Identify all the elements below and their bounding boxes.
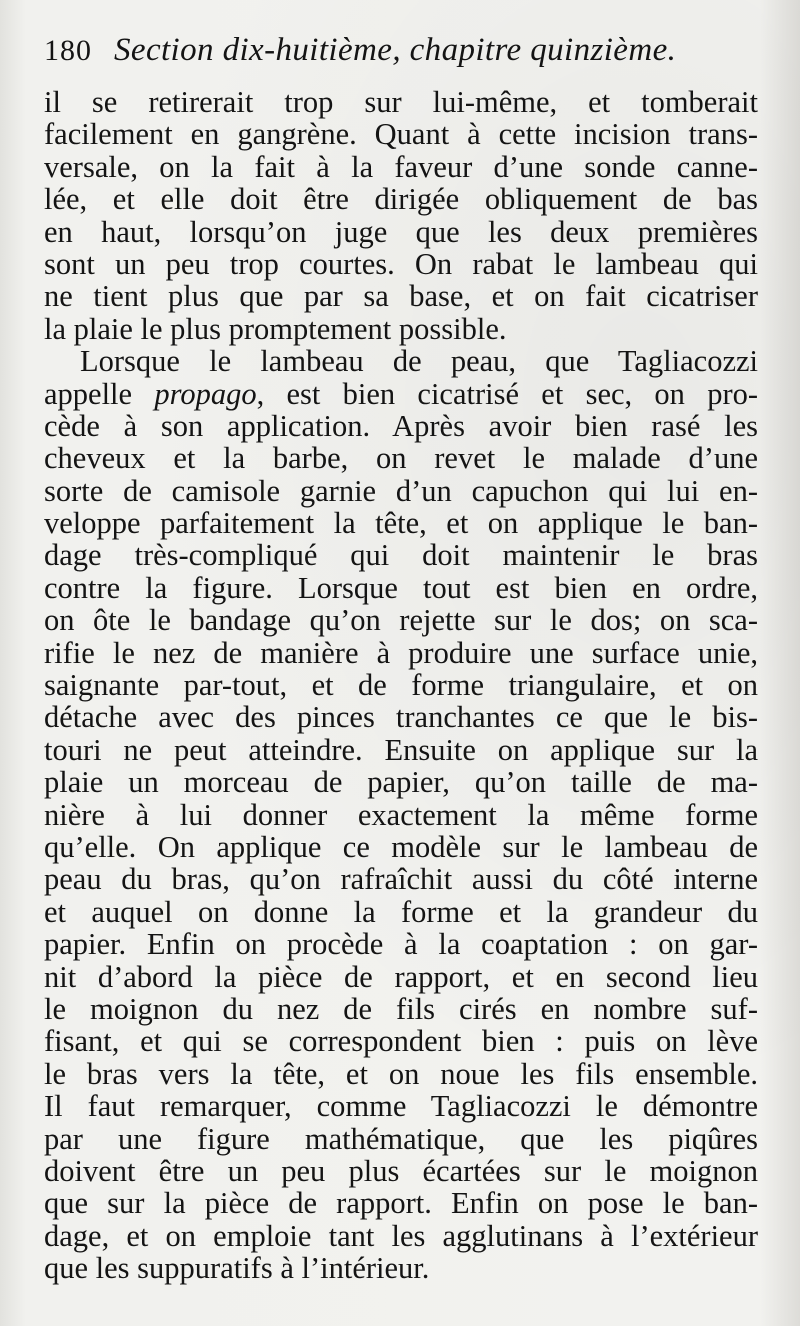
page-number: 180 [44, 34, 92, 67]
text-line: cheveux et la barbe, on revet le malade d’une [44, 441, 758, 476]
text-line: nit d’abord la pièce de rapport, et en second lieu [44, 959, 758, 994]
text-line: on ôte le bandage qu’on rejette sur le dos; on sca- [44, 603, 758, 638]
text-line: saignante par-tout, et de forme triangulaire, et on [44, 668, 758, 703]
text-line: rifie le nez de manière à produire une surface unie, [44, 635, 758, 670]
paragraph-end-line: la plaie le plus promptement possible. [44, 311, 507, 346]
text-line: doivent être un peu plus écartées sur le moignon [44, 1153, 758, 1188]
text-line: le moignon du nez de fils cirés en nombre suf- [44, 991, 758, 1026]
text-line: lée, et elle doit être dirigée obliquement de bas [44, 182, 758, 217]
text-line: le bras vers la tête, et on noue les fils ensemble. [44, 1056, 758, 1091]
text-line: ne tient plus que par sa base, et on fait cicatriser [44, 279, 758, 314]
text-line: fisant, et qui se correspondent bien : puis on lève [44, 1024, 758, 1059]
text-line: cède à son application. Après avoir bien rasé les [44, 408, 758, 443]
text-line: touri ne peut atteindre. Ensuite on applique sur la [44, 732, 758, 767]
text-line: versale, on la fait à la faveur d’une sonde canne- [44, 149, 758, 184]
text-line: et auquel on donne la forme et la grandeur du [44, 894, 758, 929]
running-head [44, 34, 760, 86]
text-line: nière à lui donner exactement la même forme [44, 797, 758, 832]
text-line: sont un peu trop courtes. On rabat le lambeau qui [44, 246, 758, 281]
text-line: il se retirerait trop sur lui-même, et tomberait [44, 85, 758, 119]
text-line: contre la figure. Lorsque tout est bien en ordre, [44, 570, 758, 605]
text-line: peau du bras, qu’on rafraîchit aussi du côté interne [44, 862, 758, 897]
text-line: en haut, lorsqu’on juge que les deux premières [44, 214, 758, 249]
body-text [44, 86, 758, 1284]
text-line: par une figure mathématique, que les piqûres [44, 1121, 758, 1156]
text-line: que sur la pièce de rapport. Enfin on pose le ban- [44, 1186, 758, 1221]
paragraph-end-line: que les suppuratifs à l’intérieur. [44, 1251, 430, 1286]
text-line: Il faut remarquer, comme Tagliacozzi le démontre [44, 1089, 758, 1124]
text-line: papier. Enfin on procède à la coaptation : on gar- [44, 927, 758, 962]
text-line: qu’elle. On applique ce modèle sur le lambeau de [44, 829, 758, 864]
text-line: facilement en gangrène. Quant à cette incision trans- [44, 117, 758, 152]
text-line: dage très-compliqué qui doit maintenir le bras [44, 538, 758, 573]
text-line: dage, et on emploie tant les agglutinans à l’extérieur [44, 1218, 758, 1253]
text-line-with-italic: appelle propago, est bien cicatrisé et sec, on pro- [44, 376, 759, 411]
text-line: plaie un morceau de papier, qu’on taille de ma- [44, 765, 758, 800]
italic-term: propago [154, 376, 257, 411]
text-line: veloppe parfaitement la tête, et on applique le ban- [44, 506, 758, 541]
text-line: sorte de camisole garnie d’un capuchon qui lui en- [44, 473, 758, 508]
section-title: Section dix-huitième, chapitre quinzième. [114, 32, 677, 68]
paragraph-start-line: Lorsque le lambeau de peau, que Tagliacozzi [80, 344, 758, 379]
text-line: détache avec des pinces tranchantes ce que le bis- [44, 700, 758, 735]
